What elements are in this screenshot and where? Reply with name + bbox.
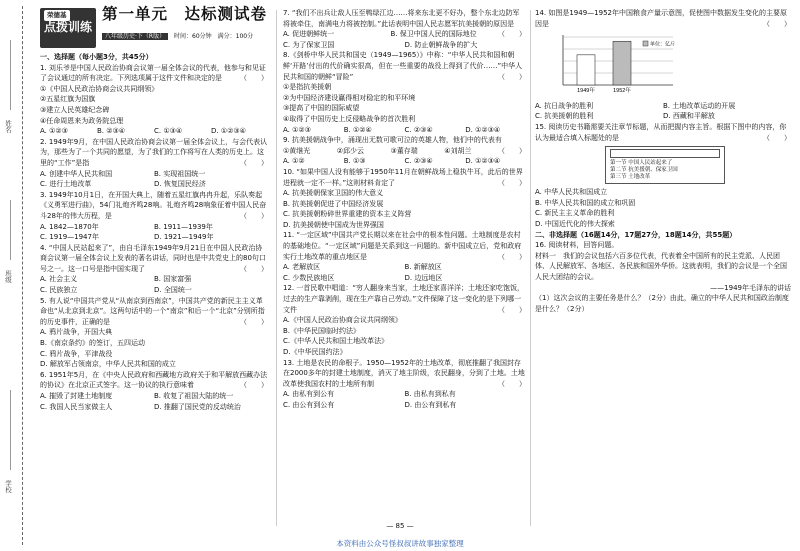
option-row <box>40 126 268 137</box>
option-row <box>535 101 791 112</box>
option-line: A. 抗美援朝保家卫国的伟大意义 <box>283 189 384 198</box>
question-stem <box>40 63 268 84</box>
answer-bracket: （ ） <box>498 30 526 39</box>
brand-name: 荣德基 <box>44 10 70 21</box>
option-row <box>40 402 268 413</box>
question-stem <box>535 240 791 251</box>
option: C. 进行土地改革 <box>40 180 92 189</box>
option: B. ①③ <box>343 157 366 166</box>
question-text: 13. 土地是农民的命根子。1950—1952年的土地改革，彻底推翻了我国封存在2000多年的封建土地制度，消灭了地主阶级，农民翻身，分到了土地。土地改革使我国农村的土地所有制 <box>283 358 525 388</box>
option: D. 边远地区 <box>404 273 443 282</box>
option: D. ①②③④ <box>211 127 246 136</box>
bar <box>613 41 631 85</box>
section-heading: 一、选择题（每小题3分，共45分） <box>40 53 153 61</box>
option: B. 新解放区 <box>404 263 442 272</box>
class-label: 班级 <box>4 270 12 283</box>
option-row <box>40 169 268 180</box>
option-row <box>283 146 498 157</box>
toc-title-blank <box>610 149 720 158</box>
logo-text: 点拨训练 <box>44 20 93 34</box>
answer-bracket: （ ） <box>498 305 526 314</box>
option: A. 抗日战争的胜利 <box>535 101 594 110</box>
exam-header <box>40 4 268 50</box>
option: D. ①②③④ <box>465 157 501 166</box>
option: A. 社会主义 <box>40 275 78 284</box>
option: D. 1921—1949年 <box>154 233 214 242</box>
option: A. 创建中华人民共和国 <box>40 169 113 178</box>
option: C. 民族独立 <box>40 286 78 295</box>
option-row <box>283 389 526 400</box>
option-line: B. 中华人民共和国的成立和巩固 <box>535 198 636 207</box>
material-text: 材料一 我们的会议包括六百多位代表，代表着全中国所有的民主党派、人民团体、人民解放军、各地区、各民族和国外华侨。这就表明，我们的会议是一个全国人民大团结的会议。 <box>535 251 787 281</box>
option-line: ④取得了中国历史上反侵略战争的首次胜利 <box>283 114 416 123</box>
option: A. 由私有到公有 <box>283 390 335 399</box>
question-stem <box>40 243 268 275</box>
option: ②邱少云 <box>336 146 365 155</box>
option-line: D. 解放军占领南京，中华人民共和国的成立 <box>40 360 176 369</box>
question-text: 5. 有人说“中国共产党从“从南京到西南京”，中国共产党的新民主主义革命也“从北京到北京”。这两句话中的一个“南京”和后一个“北京”分别所指的历史事件，正确的是 <box>40 296 265 326</box>
cut-line <box>22 6 23 545</box>
x-tick-label: 1952年 <box>613 88 631 95</box>
option: A. ①②③ <box>40 127 68 136</box>
option-line: A. 鸦片战争，开国大典 <box>40 328 113 337</box>
answer-bracket: （ ） <box>240 317 268 326</box>
x-tick-label: 1949年 <box>577 88 595 95</box>
questions-right-top <box>535 8 791 29</box>
question-text: 10. “如果中国人没有能够于1950年11月在朝鲜战场上稳执牛耳，此后的世界进程就一定不一样。”这则材料肯定了 <box>283 167 523 187</box>
option: B. 实现祖国统一 <box>154 169 206 178</box>
option: ④刘胡兰 <box>444 146 472 155</box>
question-text: 3. 1949年10月1日，在开国大典上，随着五星红旗冉冉升起，乐队奏起《义勇军进行曲》，54门礼炮齐鸣28响。礼炮齐鸣28响象征着中国人民奋斗28年的伟大历程，是 <box>40 190 267 220</box>
option: C. ②③④ <box>404 157 433 166</box>
question-text: （1）这次会议的主要任务是什么？（2分）由此，确立的中华人民共和国政治制度是什么？（2分） <box>535 294 789 313</box>
option: A. ①② <box>283 157 305 166</box>
questions-right-mid <box>535 101 791 143</box>
answer-bracket: （ ） <box>498 72 526 81</box>
page-number: — 85 — <box>386 522 414 530</box>
option-row <box>40 179 268 190</box>
option-line: D. 抗美援朝使中国成为世界强国 <box>283 220 384 229</box>
option: A. ①②③ <box>283 125 311 134</box>
option: B. 1911—1939年 <box>154 222 213 231</box>
option-row <box>283 273 526 284</box>
option: B. ②③④ <box>97 127 126 136</box>
option: D. 推翻了国民党的反动统治 <box>154 402 241 411</box>
option: ①黄继光 <box>283 146 311 155</box>
toc-item: 第三节 土地改革 <box>610 174 651 181</box>
answer-bracket: （ ） <box>498 146 526 155</box>
option: D. 防止朝鲜战争的扩大 <box>404 40 478 49</box>
option: B. 由私有到私有 <box>404 390 456 399</box>
question-text: 15. 阅读历史书籍需要关注章节标题，从而把握内容主旨。根据下图中的内容，你认为最适合填入标题处的是 <box>535 122 787 142</box>
option-line: B.《南京条约》的签订，五四运动 <box>40 339 146 348</box>
option-row <box>40 274 268 285</box>
option: A. 摧毁了封建土地制度 <box>40 392 113 400</box>
option-line: ④任命周恩来为政务院总理 <box>40 116 124 125</box>
option: C. 1919—1947年 <box>40 233 99 242</box>
question-stem <box>40 370 268 391</box>
question-text: 11. “一定区域”中国共产党长期以来在社会中的根本性问题。土地制度是农村的基础地位。“一定区域”问题是关系到这一问题的。新中国成立后，党和政府实行土地改革的重点地区是 <box>283 231 522 261</box>
question-stem <box>283 358 526 390</box>
footer-note: 本资料由公众号怪叔叔讲故事独家整理 <box>336 539 464 548</box>
exam-title: 第一单元 达标测试卷 <box>102 4 268 23</box>
option-row <box>40 232 268 243</box>
option: D. 由公有到私有 <box>404 400 457 409</box>
option-line: ③提高了中国的国际威望 <box>283 104 360 113</box>
answer-bracket: （ ） <box>498 178 526 187</box>
option-line: ①是指抗美援朝 <box>283 83 332 92</box>
question-text: 12. 一首民歌中唱道：“穷人翻身来当家，土地还家喜洋洋；土地还家吃饱饭，过去的生产靠剥削，现在生产靠自己劳动。”文件保障了这一变化的是下列哪一文件 <box>283 284 524 314</box>
option-line: C.《中华人民共和国土地改革法》 <box>283 337 389 346</box>
option: C. 我国人民当家做主人 <box>40 402 113 411</box>
option-row <box>283 262 526 273</box>
material-source: ——1949年毛泽东的讲话 <box>710 283 791 292</box>
option-row <box>283 29 498 40</box>
option-line: B. 抗美援朝促进了中国经济发展 <box>283 199 384 208</box>
questions-left <box>40 52 268 412</box>
grain-output-chart <box>553 31 693 95</box>
school-label: 学校 <box>4 480 12 493</box>
question-stem <box>283 167 526 188</box>
option-row <box>40 285 268 296</box>
option: C. ①③④ <box>154 127 183 136</box>
column-right <box>535 8 791 314</box>
question-text: 4. “中国人民站起来了”，由自毛泽东1949年9月21日在中国人民政治协商会议第一届全体会议上发表的著名讲话，同时也是中共党史上的80句口号之一。这一口号是指中国实现了 <box>40 243 266 273</box>
question-stem <box>40 190 268 222</box>
question-stem <box>535 8 791 29</box>
option: B. 保卫中国人民的国际地位 <box>390 30 477 39</box>
questions-middle <box>283 8 526 411</box>
grade-tag: 八年级历史·下（R版） <box>102 33 168 40</box>
column-divider <box>530 10 531 526</box>
answer-bracket: （ ） <box>240 381 268 390</box>
question-stem <box>283 230 526 262</box>
column-left <box>40 4 268 412</box>
option-line: D. 中国近代化的伟大探索 <box>535 219 615 228</box>
option-row <box>40 391 268 402</box>
option: D. 恢复国民经济 <box>154 180 206 189</box>
answer-bracket: （ ） <box>240 74 268 83</box>
answer-bracket: （ ） <box>240 158 268 167</box>
option: A. 老解放区 <box>283 263 321 272</box>
answer-bracket: （ ） <box>240 211 268 220</box>
answer-bracket: （ ） <box>498 379 526 388</box>
option: D. 全国统一 <box>154 286 192 295</box>
option: ③董存瑞 <box>390 146 418 155</box>
question-stem <box>283 50 526 82</box>
question-text: 8.《剑桥中华人民共和国史（1949—1965）》中称：“中华人民共和国和朝鲜‘开路’付出的代价确实很高，但在一些重要的战役上得到了代价……”中华人民共和国的朝鲜“冒险” <box>283 51 523 81</box>
option-line: ③建立人民英雄纪念碑 <box>40 105 110 114</box>
option: B. 收复了祖国大陆的统一 <box>154 392 234 400</box>
option: C. 抗美援朝的胜利 <box>535 112 594 121</box>
time-score: 时间：60分钟 满分：100分 <box>174 33 254 40</box>
questions-right-bottom <box>535 187 791 314</box>
question-stem <box>40 296 268 328</box>
option: C. ②③④ <box>404 125 433 134</box>
legend-swatch <box>643 41 648 46</box>
toc-item: 第二节 抗美援朝、保家卫国 <box>610 167 678 174</box>
question-stem <box>535 293 791 314</box>
option: C. 由公有到公有 <box>283 400 335 409</box>
option: C. 为了保家卫国 <box>283 40 335 49</box>
answer-bracket: （ ） <box>240 264 268 273</box>
option-row <box>283 400 526 411</box>
answer-bracket: （ ） <box>763 19 791 28</box>
option: C. 少数民族地区 <box>283 273 335 282</box>
option-line: C. 抗美援朝粉碎世界重建的资本主义阵营 <box>283 210 412 219</box>
option-row <box>283 125 526 136</box>
option-row <box>283 40 526 51</box>
exam-subtitle <box>102 32 253 43</box>
question-stem <box>535 122 791 143</box>
option-line: B.《中华民国临时约法》 <box>283 326 361 335</box>
question-text: 9. 抗美援朝战争中，涌现出无数可歌可泣的英雄人物，他们中的代表有 <box>283 136 502 145</box>
option-line: D.《中华民国约法》 <box>283 348 347 356</box>
column-divider <box>276 10 277 526</box>
option: A. 1842—1870年 <box>40 222 99 231</box>
question-text: 16. 阅读材料，回答问题。 <box>535 241 619 250</box>
option: D. 西藏和平解放 <box>663 112 715 121</box>
bar <box>577 55 595 85</box>
option: B. ①②④ <box>343 125 372 134</box>
option-line: C. 鸦片战争，平津战役 <box>40 349 113 358</box>
question-stem <box>283 283 526 315</box>
toc-item: 第一节 中国人民站起来了 <box>610 160 673 167</box>
option-line: ②为中国经济建设赢得相对稳定的和平环境 <box>283 93 416 102</box>
question-stem <box>40 137 268 169</box>
question-text: 7. “我们不出兵让敌人压至鸭绿江边……将来东北更不好办，整个东北边防军将被牵住，南满电力将被控制。”此话表明中国人民志愿军抗美援朝的原因是 <box>283 9 520 28</box>
binding-margin <box>0 0 34 551</box>
answer-bracket: （ ） <box>763 133 791 142</box>
name-label: 姓名 <box>4 120 12 133</box>
option: D. ①②③④ <box>465 125 501 134</box>
section-heading: 二、非选择题（16题14分，17题27分，18题14分，共55题） <box>535 230 737 239</box>
option-row <box>40 222 268 233</box>
option-line: ①《中国人民政治协商会议共同纲领》 <box>40 84 159 93</box>
question-text: 1. 刘乐爷是中国人民政治协商会议第一届全体会议的代表，他参与和见证了会议通过的所有决定。下列选项属于这件文件和决定的是 <box>40 63 266 83</box>
column-middle <box>283 8 526 411</box>
option-row <box>283 156 526 167</box>
option: A. 促进朝鲜统一 <box>283 30 335 39</box>
class-blank <box>10 200 12 260</box>
option: B. 国家富强 <box>154 275 192 284</box>
school-blank <box>10 390 12 470</box>
question-text: 6. 1951年5月，在《中央人民政府和西藏地方政府关于和平解放西藏办法的协议》在北京正式签字。这一协议的执行意味着 <box>40 370 268 390</box>
name-blank <box>10 40 12 110</box>
question-text: 2. 1949年9月，在中国人民政治协商会议第一届全体会议上，与会代表认为，那些为了一个共同的愿望，为了我们的工作将写在人类的历史上。这里的“工作”是指 <box>40 137 268 167</box>
option-row <box>535 111 791 122</box>
option: B. 土地改革运动的开展 <box>663 101 736 110</box>
answer-bracket: （ ） <box>498 252 526 261</box>
question-text: 14. 如图是1949—1952年中国粮食产量示意图，促使图中数据发生变化的主要原因是 <box>535 9 787 28</box>
option-line: A. 中华人民共和国成立 <box>535 188 608 197</box>
option-line: C. 新民主主义革命的胜利 <box>535 209 615 218</box>
legend-label: 单位：亿斤 <box>650 41 676 48</box>
option-line: A.《中国人民政治协商会议共同纲领》 <box>283 316 402 325</box>
option-line: ②五星红旗为国旗 <box>40 95 96 104</box>
brand-logo <box>40 8 96 48</box>
toc-box <box>605 146 725 184</box>
